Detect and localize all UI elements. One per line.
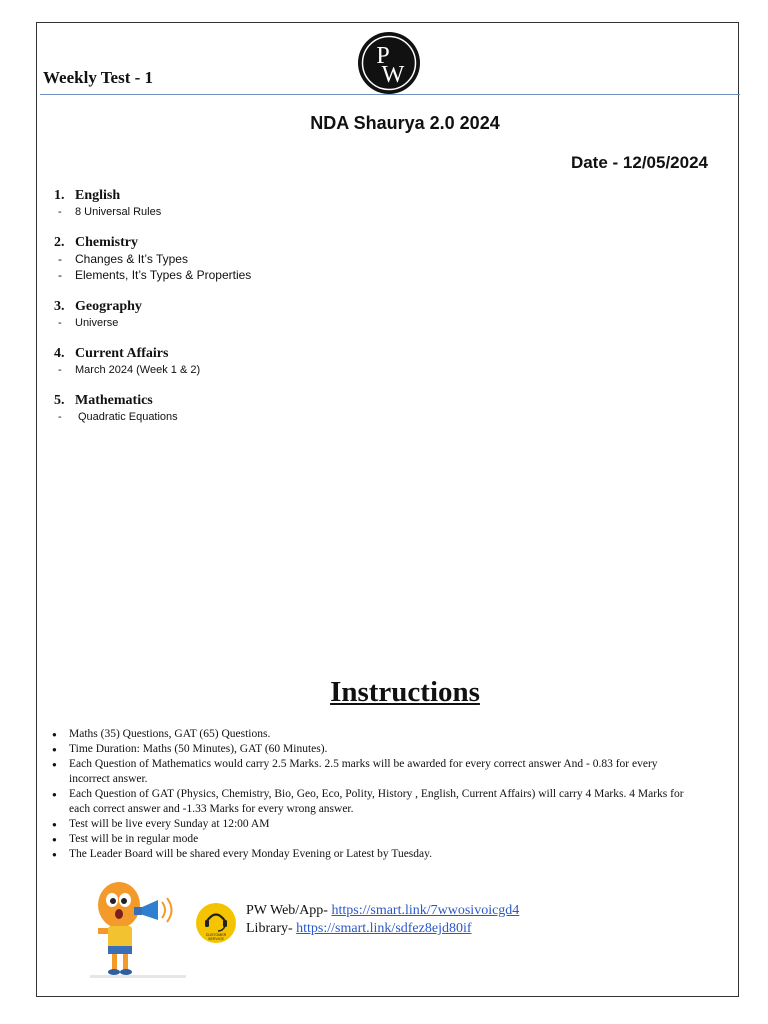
- subject-topic: Elements, It’s Types & Properties: [75, 268, 252, 282]
- list-item: ● Maths (35) Questions, GAT (65) Questions.: [52, 727, 692, 742]
- list-item: ● Time Duration: Maths (50 Minutes), GAT (60 Minutes).: [52, 742, 692, 757]
- logo-letter-p: P: [376, 43, 390, 69]
- library-link-label: Library-: [246, 921, 293, 936]
- list-item: ● Test will be in regular mode: [52, 832, 692, 847]
- subject-topic: Universe: [75, 317, 119, 329]
- subject-mathematics: 5. Mathematics - Quadratic Equations: [54, 393, 178, 423]
- list-item: ● Each Question of Mathematics would carry 2.5 Marks. 2.5 marks will be awarded for every correct answer And - 0.83 for every incorrect answer.: [52, 757, 692, 787]
- page-title: NDA Shaurya 2.0 2024: [310, 113, 500, 133]
- mascot-megaphone-icon: [90, 880, 186, 980]
- web-link-label: PW Web/App-: [246, 903, 328, 918]
- subject-number: 5.: [54, 393, 65, 408]
- subject-chemistry: 2. Chemistry - Changes & It’s Types - Elements, It’s Types & Properties: [54, 235, 252, 282]
- subject-english: 1. English - 8 Universal Rules: [54, 188, 162, 218]
- web-app-link[interactable]: https://smart.link/7wwosivoicgd4: [331, 903, 520, 918]
- subject-number: 2.: [54, 235, 65, 250]
- subject-number: 3.: [54, 299, 65, 314]
- svg-text:SERVICE: SERVICE: [208, 937, 224, 941]
- list-item: ● The Leader Board will be shared every Monday Evening or Latest by Tuesday.: [52, 847, 692, 862]
- subject-name: Current Affairs: [75, 346, 169, 361]
- customer-service-icon: [195, 902, 237, 944]
- list-item: ● Each Question of GAT (Physics, Chemistry, Bio, Geo, Eco, Polity, History , English, Current Affairs) will carry 4 Marks. 4 Marks for each correct answer and -1.33 Marks for every wrong answer.: [52, 787, 692, 817]
- subject-name: Geography: [75, 299, 142, 314]
- subject-topic: 8 Universal Rules: [75, 206, 162, 218]
- subject-name: Chemistry: [75, 235, 138, 250]
- subject-current-affairs: 4. Current Affairs - March 2024 (Week 1 & 2): [54, 346, 201, 376]
- weekly-test-label: Weekly Test - 1: [43, 68, 154, 87]
- instructions-title: Instructions: [330, 676, 480, 708]
- links-block: [246, 902, 519, 938]
- subject-number: 1.: [54, 188, 65, 203]
- list-item: ● Test will be live every Sunday at 12:00 AM: [52, 817, 692, 832]
- subject-topic: March 2024 (Week 1 & 2): [75, 364, 201, 376]
- subject-number: 4.: [54, 346, 65, 361]
- test-date: Date - 12/05/2024: [570, 153, 708, 172]
- subject-geography: 3. Geography - Universe: [54, 299, 142, 329]
- logo-letter-w: W: [381, 62, 405, 88]
- subject-name: Mathematics: [75, 393, 153, 408]
- customer-service-lettering: CUSTOMER: [205, 933, 227, 937]
- library-link[interactable]: https://smart.link/sdfez8ejd80if: [296, 921, 472, 936]
- subject-name: English: [75, 188, 121, 203]
- subject-topic: Changes & It’s Types: [75, 252, 188, 266]
- pw-logo-icon: [356, 30, 422, 96]
- subject-topic: Quadratic Equations: [78, 411, 178, 423]
- instructions-list: [52, 727, 692, 862]
